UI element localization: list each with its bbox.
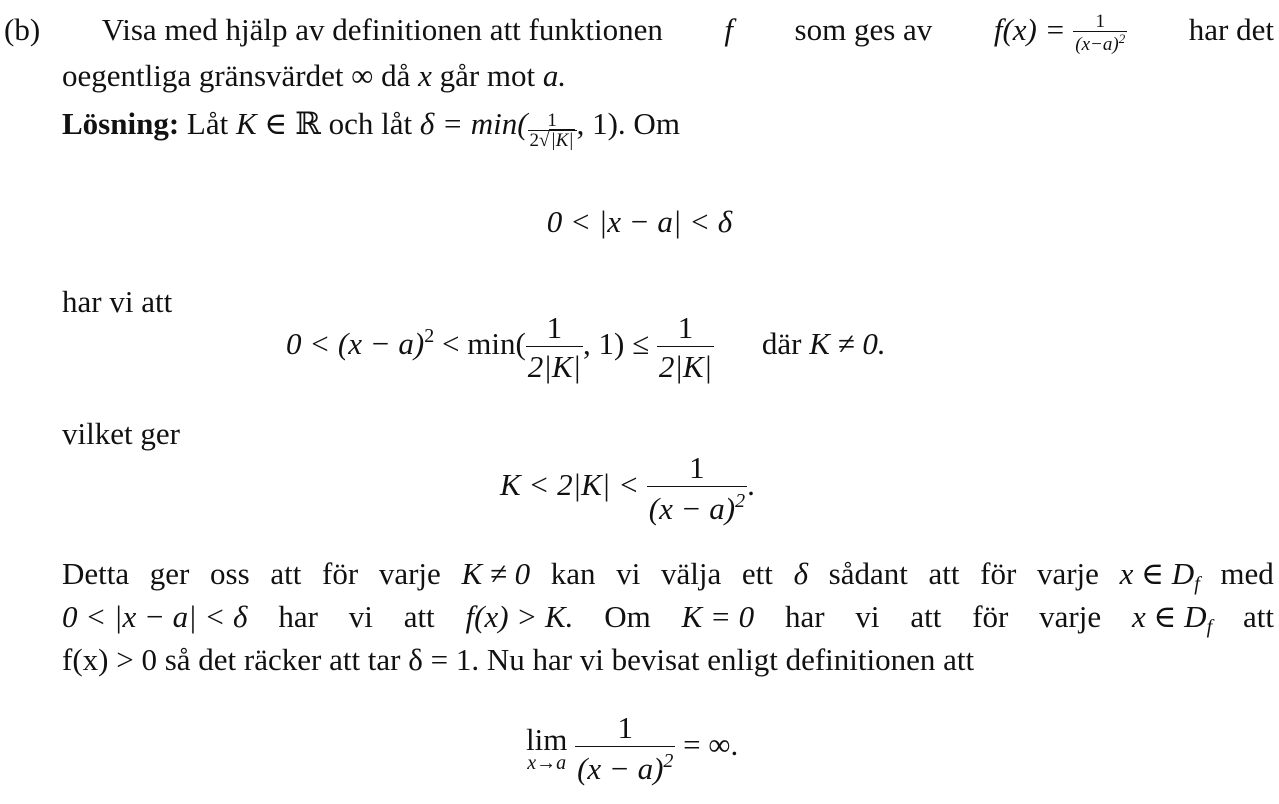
task-line-1 [4, 12, 1274, 54]
paragraph-word: har [784, 599, 825, 634]
paragraph-word: vi [855, 599, 880, 634]
variable-K: K [235, 106, 257, 141]
paragraph-word: vi [348, 599, 373, 634]
solution-text: ∈ ℝ och låt [264, 106, 413, 141]
paragraph-line-2 [62, 601, 1274, 637]
task-line-2 [62, 60, 566, 91]
paragraph-word: att [910, 599, 942, 634]
paragraph-word: varje [1039, 599, 1102, 634]
solution-line [62, 108, 680, 150]
numerator: 1 [1095, 11, 1105, 32]
limit: lim x→a [526, 721, 568, 774]
text-vilket-ger: vilket ger [62, 416, 180, 451]
task-text: oegentliga gränsvärdet ∞ då [62, 58, 411, 93]
equation-2: $0 < (x - a)^2 < \min$( $\frac{1}{2|K|}$ , 1) ≤ $\frac{1}{2|K|}$ där K ≠ 0. [286, 310, 886, 384]
equation-3: K < 2|K| < $\frac{1}{(x - a)^2}$ . [500, 450, 755, 526]
paragraph-word: kan [550, 556, 596, 591]
numerator: 1 [547, 110, 557, 131]
function-name: f [724, 12, 734, 48]
solution-text: , 1). Om [576, 106, 680, 141]
solution-label: Lösning: [62, 106, 180, 141]
paragraph-word: ett [741, 556, 773, 591]
fraction [528, 111, 577, 150]
paragraph-word: att [403, 599, 435, 634]
text-har-vi-att: har vi att [62, 284, 173, 319]
solution-text: Låt [186, 106, 229, 141]
paragraph-word: varje [1036, 556, 1099, 591]
denominator: $(x-a)^2$ [1075, 31, 1126, 55]
paragraph-word: oss [210, 556, 250, 591]
paragraph-word: Detta [62, 556, 130, 591]
paragraph-word: välja [661, 556, 722, 591]
paragraph-word: 0 < |x − a| < δ [62, 599, 248, 634]
paragraph-word: att [1242, 599, 1274, 634]
paragraph-word: K = 0 [681, 599, 755, 634]
subscript: f [1206, 616, 1213, 638]
fraction: $\frac{1}{2|K|}$ [658, 310, 713, 384]
part-label: (b) [4, 12, 41, 48]
equation-1: 0 < |x − a| < δ [546, 204, 733, 239]
paragraph-word: att [928, 556, 960, 591]
paragraph-word: med [1220, 556, 1274, 591]
fraction: $\frac{1}{(x - a)^2}$ [648, 450, 746, 526]
variable-a: a. [542, 58, 567, 93]
paragraph-word: vi [616, 556, 641, 591]
variable-x: x [418, 58, 432, 93]
paragraph-word: för [322, 556, 359, 591]
fraction [1073, 12, 1127, 54]
paragraph-word: att [270, 556, 302, 591]
paragraph-word: varje [378, 556, 441, 591]
square-root: √|K| [539, 130, 574, 151]
function-def: f(x) = [993, 12, 1066, 48]
paragraph-word: för [980, 556, 1017, 591]
task-text: Visa med hjälp av definitionen att funktionen [101, 12, 663, 48]
paragraph-word: K ≠ 0 [461, 556, 531, 591]
paragraph-word: x ∈ $D_f$ [1119, 556, 1200, 595]
subscript: f [1194, 573, 1200, 595]
fraction: $\frac{1}{2|K|}$ [527, 310, 582, 384]
paragraph-word: sådant [828, 556, 908, 591]
paragraph-line-3: f(x) > 0 så det räcker att tar δ = 1. Nu har vi bevisat enligt definitionen att [62, 642, 975, 677]
equation-4: lim x→a $\frac{1}{(x - a)^2}$ = ∞. [526, 710, 739, 786]
paragraph-word: för [972, 599, 1009, 634]
paragraph-word: f(x) > K. [465, 599, 574, 634]
task-text: har det [1188, 12, 1274, 48]
paragraph-word: δ [793, 556, 808, 591]
fraction: $\frac{1}{(x - a)^2}$ [577, 710, 674, 786]
paragraph-word: ger [149, 556, 190, 591]
denominator: 2√|K| [528, 130, 577, 150]
paragraph-line-1 [62, 558, 1274, 594]
delta-definition: δ = min( [419, 106, 528, 141]
paragraph-word: Om [604, 599, 651, 634]
task-text: som ges av [794, 12, 933, 48]
paragraph-word: har [278, 599, 318, 634]
task-text: går mot [439, 58, 536, 93]
paragraph-word: x ∈ $D_f$ [1131, 599, 1213, 638]
